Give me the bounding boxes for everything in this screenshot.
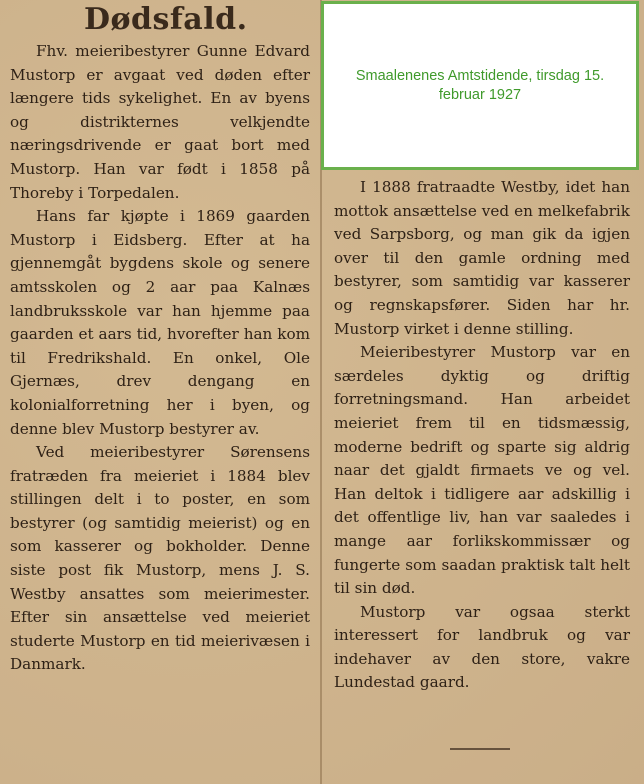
paragraph: Fhv. meieribestyrer Gunne Edvard Mustorp er avgaat ved døden efter længere tids sykelighet. En av byens og distrikternes velkjendte næringsdrivende er gaat bort med Mustorp. Han var født i 1858 på Thoreby i Torpedalen. — [10, 42, 310, 202]
paragraph: Meieribestyrer Mustorp var en særdeles dyktig og driftig forretningsmand. Han arbeidet meieriet frem til en tidsmæssig, moderne bedrift og sparte sig aldrig naar det gjaldt firmaets ve og vel. Han deltok i tidligere aar adskillig i det offentlige liv, han var saaledes i mange aar forlikskommissær og fungerte som saadan praktisk talt helt til sin død. — [334, 343, 630, 598]
end-rule — [450, 748, 510, 750]
article-title: Dødsfald. — [84, 2, 248, 37]
paragraph: Hans far kjøpte i 1869 gaarden Mustorp i Eidsberg. Efter at ha gjennemgåt bygdens skole og senere amtsskolen og 2 aar paa Kalnæs landbruksskole var han hjemme paa gaarden et aars tid, hvorefter han kom til Fredrikshald. En onkel, Ole Gjernæs, drev dengang en kolonialforretning her i byen, og denne blev Mustorp bestyrer av. — [10, 207, 310, 438]
caption-box — [321, 1, 639, 170]
paragraph: Mustorp var ogsaa sterkt interessert for landbruk og var indehaver av den store, vakre Lundestad gaard. — [334, 602, 630, 692]
right-column — [334, 176, 630, 695]
paragraph: I 1888 fratraadte Westby, idet han mottok ansættelse ved en melkefabrik ved Sarpsborg, og man gik da igjen over til den gamle ordning med bestyrer, som samtidig var kasserer og regnskapsfører. Siden har hr. Mustorp virket i denne stilling. — [334, 178, 630, 338]
caption-text: Smaalenenes Amtstidende, tirsdag 15. februar 1927 — [355, 67, 605, 103]
left-column — [10, 40, 310, 677]
paragraph: Ved meieribestyrer Sørensens fratræden fra meieriet i 1884 blev stillingen delt i to poster, en som bestyrer (og samtidig meierist) og en som kasserer og bokholder. Denne siste post fik Mustorp, mens J. S. Westby ansattes som meierimester. Efter sin ansættelse ved meieriet studerte Mustorp en tid meierivæsen i Danmark. — [10, 443, 310, 674]
